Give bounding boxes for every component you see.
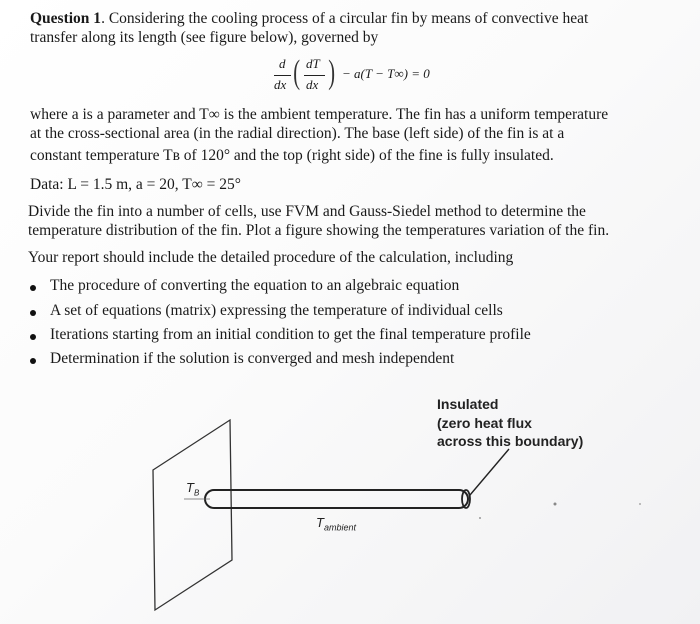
bullet-dot [30, 285, 36, 291]
eq-rest: − a(T − T∞) = 0 [342, 66, 430, 81]
list-item: The procedure of converting the equation to an algebraic equation [50, 277, 460, 294]
description-line-2: at the cross-sectional area (in the radial direction). The base (left side) of the fin is at a [30, 125, 565, 142]
bullet-dot [30, 358, 36, 364]
question-text-1: . Considering the cooling process of a circular fin by means of convective heat [101, 10, 589, 27]
task-line-1: Divide the fin into a number of cells, use FVM and Gauss-Siedel method to determine the [28, 203, 586, 220]
tb-label-sub: B [193, 488, 200, 498]
bullet-dot [30, 334, 36, 340]
tambient-label-sub: ambient [323, 522, 356, 533]
bullet-dot [30, 310, 36, 316]
eq-left-paren: ( [293, 54, 301, 91]
faint-dot [639, 503, 641, 505]
eq-dx-inner: dx [306, 77, 319, 92]
list-item: Iterations starting from an initial condition to get the final temperature profile [50, 326, 531, 343]
description-line-1: where a is a parameter and T∞ is the ambient temperature. The fin has a uniform temperature [30, 106, 609, 123]
list-item: Determination if the solution is converged and mesh independent [50, 350, 455, 367]
question-line-1 [30, 10, 588, 28]
eq-dT: dT [306, 56, 320, 71]
data-line: Data: L = 1.5 m, a = 20, T∞ = 25° [30, 176, 241, 193]
eq-d: d [279, 56, 286, 71]
insulated-pointer-line [470, 449, 509, 495]
question-line-2: transfer along its length (see figure below), governed by [30, 29, 379, 46]
tambient-label-main: T [316, 515, 324, 530]
eq-fraction-bar-outer [274, 75, 291, 76]
governing-equation [272, 56, 492, 98]
tb-label-main: T [186, 480, 194, 495]
report-intro: Your report should include the detailed procedure of the calculation, including [28, 249, 514, 266]
eq-fraction-bar-inner [304, 75, 325, 76]
fin-end-cap [462, 490, 470, 508]
list-item: A set of equations (matrix) expressing the temperature of individual cells [50, 302, 503, 319]
task-line-2: temperature distribution of the fin. Plot a figure showing the temperatures variation of the fin. [28, 222, 610, 239]
across-boundary-label: across this boundary) [437, 433, 584, 449]
base-wall [153, 420, 232, 610]
faint-dot [479, 517, 481, 519]
tb-label [186, 480, 199, 498]
description-line-3: constant temperature Tʙ of 120° and the top (right side) of the fine is fully insulated. [30, 147, 554, 164]
zero-flux-label: (zero heat flux [437, 415, 532, 431]
tambient-label [316, 515, 356, 533]
faint-dot [554, 503, 557, 506]
question-label: Question 1 [30, 10, 102, 27]
insulated-label: Insulated [437, 396, 499, 412]
eq-dx: dx [274, 77, 287, 92]
fin-rod [205, 490, 468, 508]
eq-right-paren: ) [328, 54, 336, 91]
